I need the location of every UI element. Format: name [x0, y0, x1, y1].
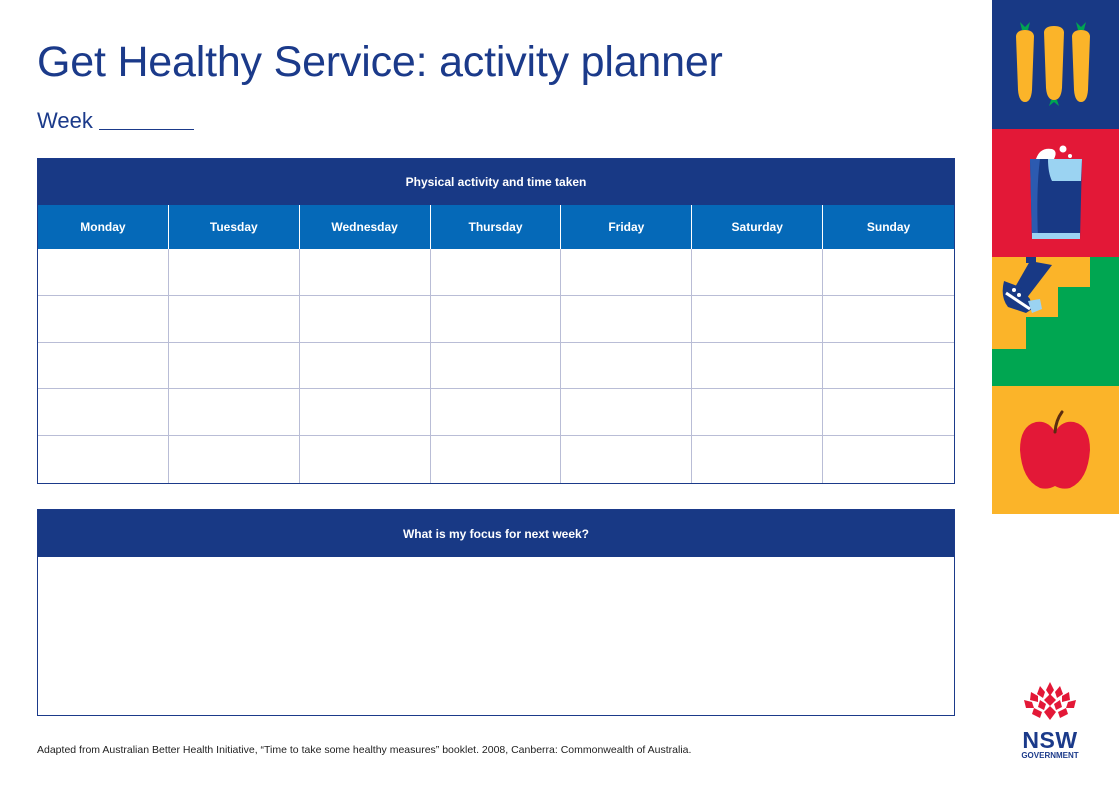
planner-cell[interactable] — [561, 296, 692, 343]
planner-cell[interactable] — [300, 296, 431, 343]
planner-cell[interactable] — [823, 296, 954, 343]
planner-cell[interactable] — [38, 296, 169, 343]
day-saturday: Saturday — [692, 205, 823, 249]
day-tuesday: Tuesday — [169, 205, 300, 249]
day-sunday: Sunday — [866, 220, 911, 234]
planner-cell[interactable] — [38, 343, 169, 390]
planner-cell[interactable] — [169, 296, 300, 343]
planner-cell[interactable] — [431, 436, 562, 483]
shoe-stairs-icon — [992, 257, 1119, 385]
logo-subtitle: GOVERNMENT — [1021, 751, 1079, 760]
planner-cell[interactable] — [823, 249, 954, 296]
planner-cell[interactable] — [38, 436, 169, 483]
planner-cell[interactable] — [561, 436, 692, 483]
planner-cell[interactable] — [431, 296, 562, 343]
week-label: Week — [37, 108, 93, 133]
planner-cell[interactable] — [169, 343, 300, 390]
day-header-row — [38, 205, 954, 249]
focus-input-area[interactable] — [38, 557, 954, 715]
planner-cell[interactable] — [823, 343, 954, 390]
footnote: Adapted from Australian Better Health Initiative, “Time to take some healthy measures” booklet. 2008, Canberra: Commonwealth of Australia. — [37, 744, 692, 756]
planner-cell[interactable] — [692, 436, 823, 483]
planner-cell[interactable] — [431, 343, 562, 390]
apple-icon — [992, 386, 1119, 514]
focus-box — [37, 509, 955, 716]
planner-cell[interactable] — [169, 249, 300, 296]
week-field — [37, 108, 194, 134]
planner-header: Physical activity and time taken — [38, 159, 954, 205]
planner-grid — [38, 249, 954, 483]
shoe-stairs-tile — [992, 257, 1119, 386]
planner-cell[interactable] — [169, 436, 300, 483]
activity-planner-table — [37, 158, 955, 484]
focus-header: What is my focus for next week? — [38, 510, 954, 557]
planner-cell[interactable] — [431, 249, 562, 296]
planner-cell[interactable] — [300, 249, 431, 296]
planner-cell[interactable] — [300, 436, 431, 483]
planner-cell[interactable] — [300, 389, 431, 436]
planner-cell[interactable] — [300, 343, 431, 390]
planner-cell[interactable] — [692, 249, 823, 296]
water-glass-tile — [992, 129, 1119, 258]
planner-cell[interactable] — [38, 249, 169, 296]
day-thursday: Thursday — [431, 205, 562, 249]
week-blank-line[interactable] — [99, 129, 194, 130]
planner-cell[interactable] — [431, 389, 562, 436]
planner-cell[interactable] — [561, 389, 692, 436]
planner-cell[interactable] — [823, 436, 954, 483]
planner-cell[interactable] — [561, 343, 692, 390]
planner-cell[interactable] — [169, 389, 300, 436]
decorative-sidebar — [992, 0, 1119, 514]
planner-cell[interactable] — [823, 389, 954, 436]
page-title: Get Healthy Service: activity planner — [37, 38, 723, 86]
nsw-government-logo — [1014, 680, 1086, 760]
planner-cell[interactable] — [561, 249, 692, 296]
day-wednesday: Wednesday — [300, 205, 431, 249]
logo-wordmark: NSW — [1022, 727, 1078, 753]
waratah-icon — [1014, 680, 1086, 724]
planner-cell[interactable] — [38, 389, 169, 436]
planner-cell[interactable] — [692, 296, 823, 343]
day-monday: Monday — [38, 205, 169, 249]
day-friday: Friday — [561, 205, 692, 249]
apple-tile — [992, 386, 1119, 515]
water-glass-icon — [992, 129, 1119, 257]
carrots-icon — [992, 0, 1119, 128]
carrots-tile — [992, 0, 1119, 129]
planner-cell[interactable] — [692, 389, 823, 436]
planner-cell[interactable] — [692, 343, 823, 390]
